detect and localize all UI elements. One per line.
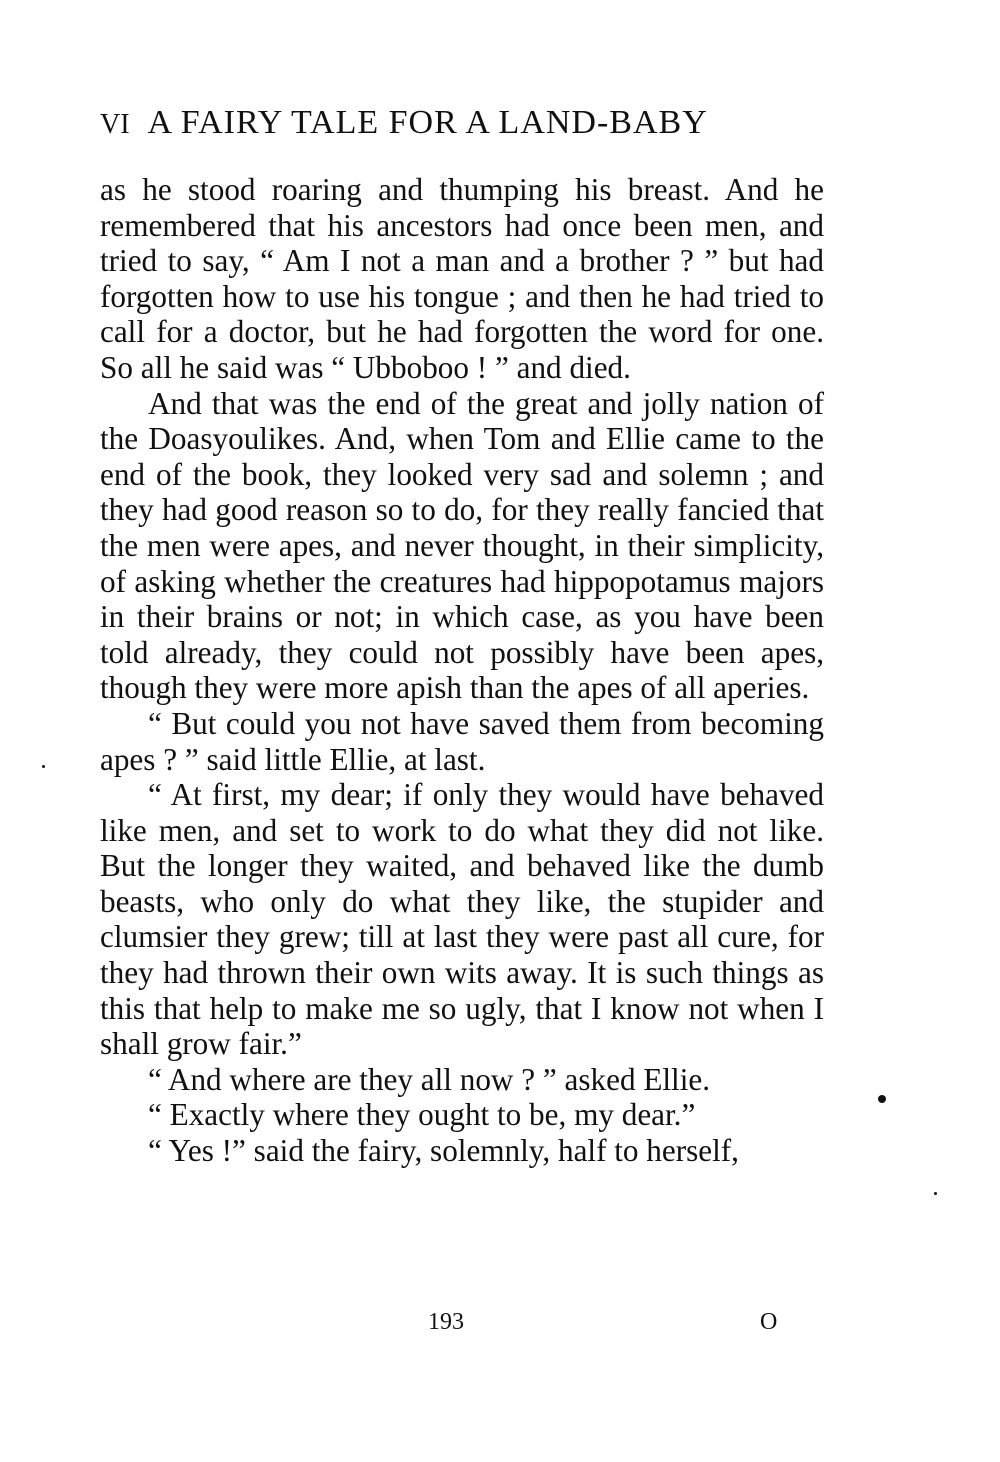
- paragraph: “ And where are they all now ? ” asked Ellie.: [148, 1061, 711, 1097]
- page-body: [100, 172, 824, 1169]
- book-page: [100, 104, 824, 1169]
- running-header: [100, 104, 824, 154]
- signature-mark: O: [760, 1309, 778, 1335]
- paragraph: “ At first, my dear; if only they would have behaved like men, and set to work to do what they did not like. But the longer they waited, and behaved like the dumb beasts, who only do what they like, the stupider and clumsier they grew; till at last they were past all cure, for they had thrown their own wits away. It is such things as this that help to make me so ugly, that I know not when I shall grow fair.”: [100, 777, 824, 1062]
- running-title: A FAIRY TALE FOR A LAND-BABY: [147, 104, 708, 141]
- paragraph: And that was the end of the great and jolly nation of the Doasyoulikes. And, when Tom and Ellie came to the end of the book, they looked very sad and solemn ; and they had good reason so to do, for they really fancied that the men were apes, and never thought, in their simplicity, of asking whether the creatures had hippopotamus majors in their brains or not; in which case, as you have been told already, they could not possibly have been apes, though they were more apish than the apes of all aperies.: [100, 385, 824, 706]
- paragraph: “ Yes !” said the fairy, solemnly, half to herself,: [148, 1133, 739, 1169]
- chapter-number: VI: [100, 109, 130, 140]
- page-number: 193: [428, 1309, 464, 1335]
- paragraph: “ Exactly where they ought to be, my dear.”: [148, 1097, 696, 1133]
- paragraph: “ But could you not have saved them from becoming apes ? ” said little Ellie, at last.: [100, 705, 824, 777]
- ink-speck: [934, 1192, 937, 1195]
- ink-speck: [42, 765, 45, 768]
- paragraph: as he stood roaring and thumping his breast. And he remembered that his ancestors had once been men, and tried to say, “ Am I not a man and a brother ? ” but had forgotten how to use his tongue ; and then he had tried to call for a doctor, but he had forgotten the word for one. So all he said was “ Ubboboo ! ” and died.: [100, 172, 824, 385]
- ink-speck: [878, 1095, 886, 1103]
- page-footer: [100, 1309, 824, 1343]
